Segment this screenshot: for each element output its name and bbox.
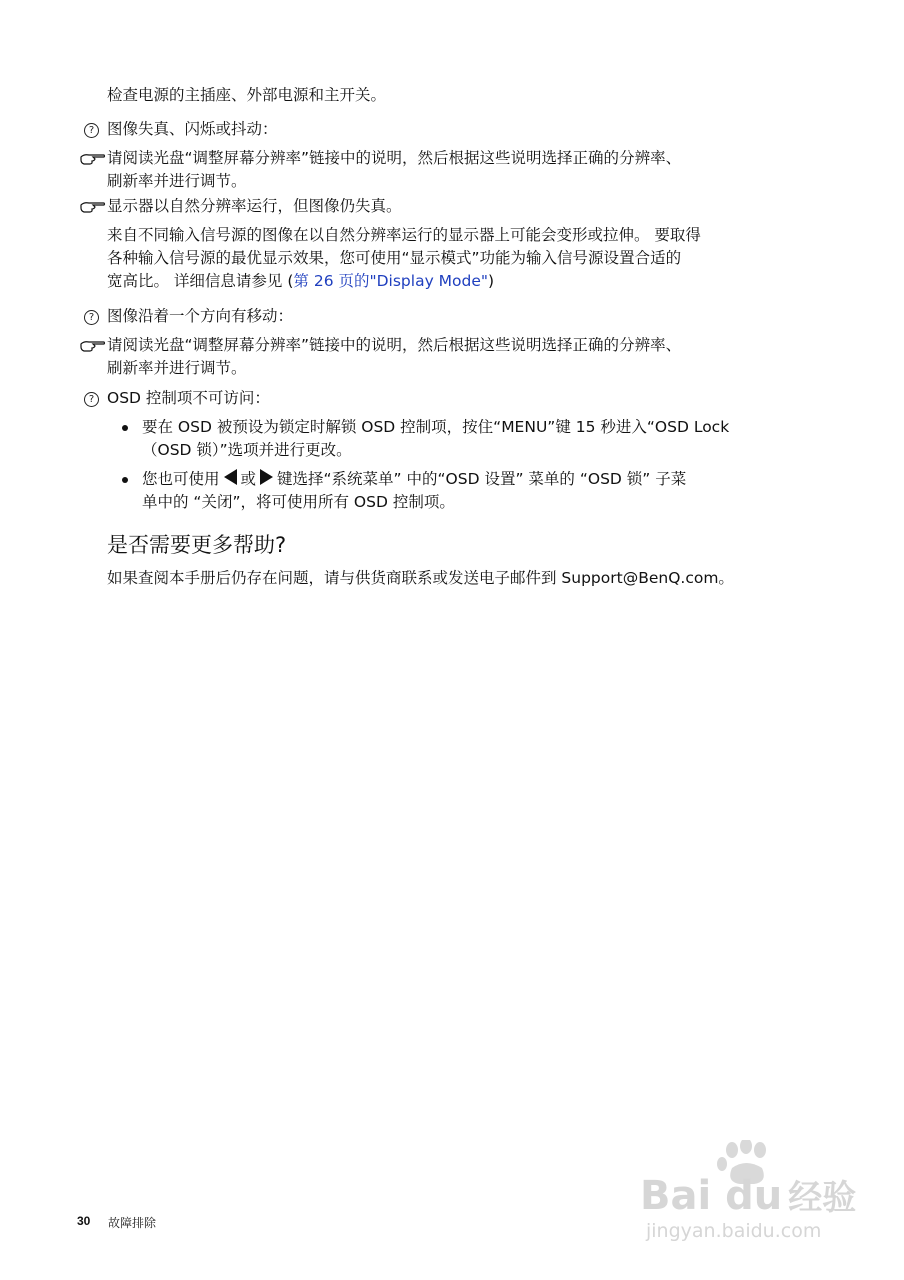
watermark-brand <box>640 1170 856 1219</box>
display-mode-link[interactable]: 第 26 页的"Display Mode" <box>293 272 489 290</box>
hint-resolution-line2: 刷新率并进行调节。 <box>107 172 247 190</box>
bullet-osd-menu-line1 <box>142 468 686 491</box>
hint-native-resolution: 显示器以自然分辨率运行，但图像仍失真。 <box>107 197 402 215</box>
bullet-osd-menu-prefix: 您也可使用 <box>142 470 220 488</box>
paragraph-line3-prefix: 宽高比。 详细信息请参见 ( <box>107 272 294 290</box>
bullet-icon <box>122 425 128 431</box>
watermark-url: jingyan.baidu.com <box>646 1220 822 1242</box>
pointing-hand-icon <box>80 152 106 166</box>
paragraph-line2: 各种输入信号源的最优显示效果，您可使用“显示模式”功能为输入信号源设置合适的 <box>107 249 682 267</box>
hint-resolution-line1: 请阅读光盘“调整屏幕分辨率”链接中的说明，然后根据这些说明选择正确的分辨率、 <box>107 149 682 167</box>
paragraph-line3 <box>107 270 494 293</box>
section-heading-more-help: 是否需要更多帮助? <box>107 533 287 557</box>
pointing-hand-icon <box>80 339 106 353</box>
hint-resolution-2-line2: 刷新率并进行调节。 <box>107 359 247 377</box>
page-number: 30 <box>77 1214 91 1228</box>
pointing-hand-icon <box>80 200 106 214</box>
bullet-osd-unlock-line2: （OSD 锁）”选项并进行更改。 <box>142 441 352 459</box>
hint-resolution-2-line1: 请阅读光盘“调整屏幕分辨率”链接中的说明，然后根据这些说明选择正确的分辨率、 <box>107 336 682 354</box>
watermark-brand-cn: 经验 <box>788 1178 857 1218</box>
bullet-osd-menu-or: 或 <box>240 470 257 488</box>
paragraph-line1: 来自不同输入信号源的图像在以自然分辨率运行的显示器上可能会变形或拉伸。 要取得 <box>107 226 701 244</box>
bullet-osd-menu-line2: 单中的 “关闭”，将可使用所有 OSD 控制项。 <box>142 493 455 511</box>
text-power-check: 检查电源的主插座、外部电源和主开关。 <box>107 86 387 104</box>
left-triangle-icon <box>224 469 237 485</box>
question-image-distortion: 图像失真、闪烁或抖动： <box>107 120 278 138</box>
question-circle-icon: ? <box>84 392 99 407</box>
question-circle-icon: ? <box>84 123 99 138</box>
question-image-moving: 图像沿着一个方向有移动： <box>107 307 294 325</box>
bullet-osd-unlock-line1: 要在 OSD 被预设为锁定时解锁 OSD 控制项，按住“MENU”键 15 秒进入“OSD Lock <box>142 418 730 436</box>
watermark-brand-latin: Bai du <box>640 1173 783 1219</box>
question-circle-icon: ? <box>84 310 99 325</box>
bullet-icon <box>122 477 128 483</box>
help-contact-text: 如果查阅本手册后仍存在问题，请与供货商联系或发送电子邮件到 Support@BenQ.com。 <box>107 569 734 587</box>
bullet-osd-menu-suffix: 键选择“系统菜单” 中的“OSD 设置” 菜单的 “OSD 锁” 子菜 <box>277 470 687 488</box>
question-osd-inaccessible: OSD 控制项不可访问： <box>107 389 270 407</box>
right-triangle-icon <box>260 469 273 485</box>
paragraph-line3-suffix: ) <box>488 272 495 290</box>
footer-section-title: 故障排除 <box>108 1216 157 1230</box>
baidu-jingyan-watermark <box>640 1140 880 1250</box>
